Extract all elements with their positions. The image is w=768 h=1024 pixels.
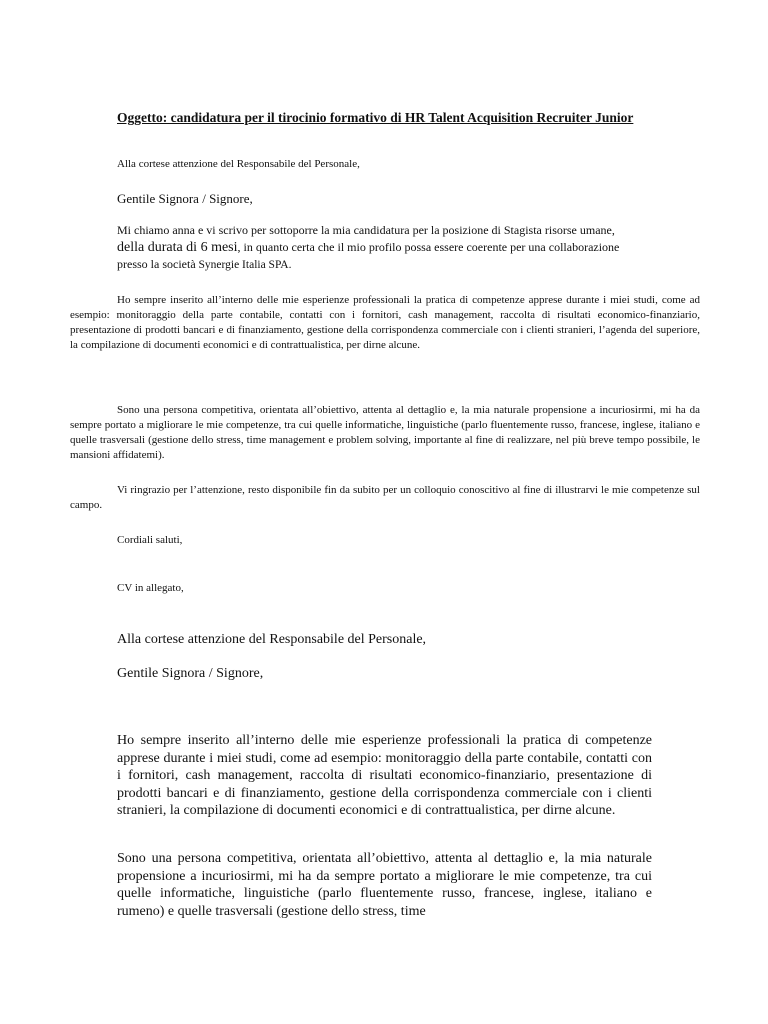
intro-text-3: , in quanto certa che il mio profilo possa essere coerente per una collaborazione presso la società [117,240,620,271]
intro-text-1: Mi chiamo anna e vi scrivo per sottoporre la mia candidatura per la posizione di Stagista risorse umane, [117,223,615,237]
skills-paragraph-2: Sono una persona competitiva, orientata all’obiettivo, attenta al dettaglio e, la mia naturale propensione a incuriosirmi, mi ha da sempre portato a migliorare le mie competenze, tra cui quelle informatiche, linguistiche (parlo fluentemente russo, francese, inglese, italiano e rumeno) e quelle trasversali (gestione dello stress, time [117,851,652,919]
intro-paragraph [117,222,637,273]
company-name: Synergie Italia SPA. [195,259,292,271]
greeting-2: Gentile Signora / Signore, [117,666,264,681]
intro-text-2: della durata di 6 mesi [117,240,238,255]
attachment-note: CV in allegato, [117,582,184,594]
attention-line-2: Alla cortese attenzione del Responsabile del Personale, [117,632,427,647]
attention-line: Alla cortese attenzione del Responsabile del Personale, [117,158,360,170]
thanks-paragraph: Vi ringrazio per l’attenzione, resto disponibile fin da subito per un colloquio conoscitivo al fine di illustrarvi le mie competenze sul campo. [70,484,700,511]
subject-heading: Oggetto: candidatura per il tirocinio formativo di HR Talent Acquisition Recruiter Junior [117,110,634,125]
skills-paragraph: Sono una persona competitiva, orientata all’obiettivo, attenta al dettaglio e, la mia naturale propensione a incuriosirmi, mi ha da sempre portato a migliorare le mie competenze, tra cui quelle informatiche, linguistiche (parlo fluentemente russo, francese, inglese, italiano e quelle trasversali (gestione dello stress, time management e problem solving, importante al fine di realizzare, nel più breve tempo possibile, le mansioni affidatemi). [70,404,700,461]
closing: Cordiali saluti, [117,534,183,546]
experience-paragraph-2: Ho sempre inserito all’interno delle mie esperienze professionali la pratica di competenze apprese durante i miei studi, come ad esempio: monitoraggio della parte contabile, contatti con i fornitori, cash management, raccolta di risultati economico-finanziario, presentazione di prodotti bancari e di finanziamento, gestione della corrispondenza commerciale con i clienti stranieri, la compilazione di documenti economici e di contrattualistica, per dirne alcune. [117,733,652,818]
experience-paragraph: Ho sempre inserito all’interno delle mie esperienze professionali la pratica di competenze apprese durante i miei studi, come ad esempio: monitoraggio della parte contabile, contatti con i fornitori, cash management, raccolta di risultati economico-finanziario, presentazione di prodotti bancari e di finanziamento, gestione della corrispondenza commerciale con i clienti stranieri, l’agenda del superiore, la compilazione di documenti economici e di contrattualistica, per dirne alcune. [70,294,700,351]
greeting: Gentile Signora / Signore, [117,191,253,206]
